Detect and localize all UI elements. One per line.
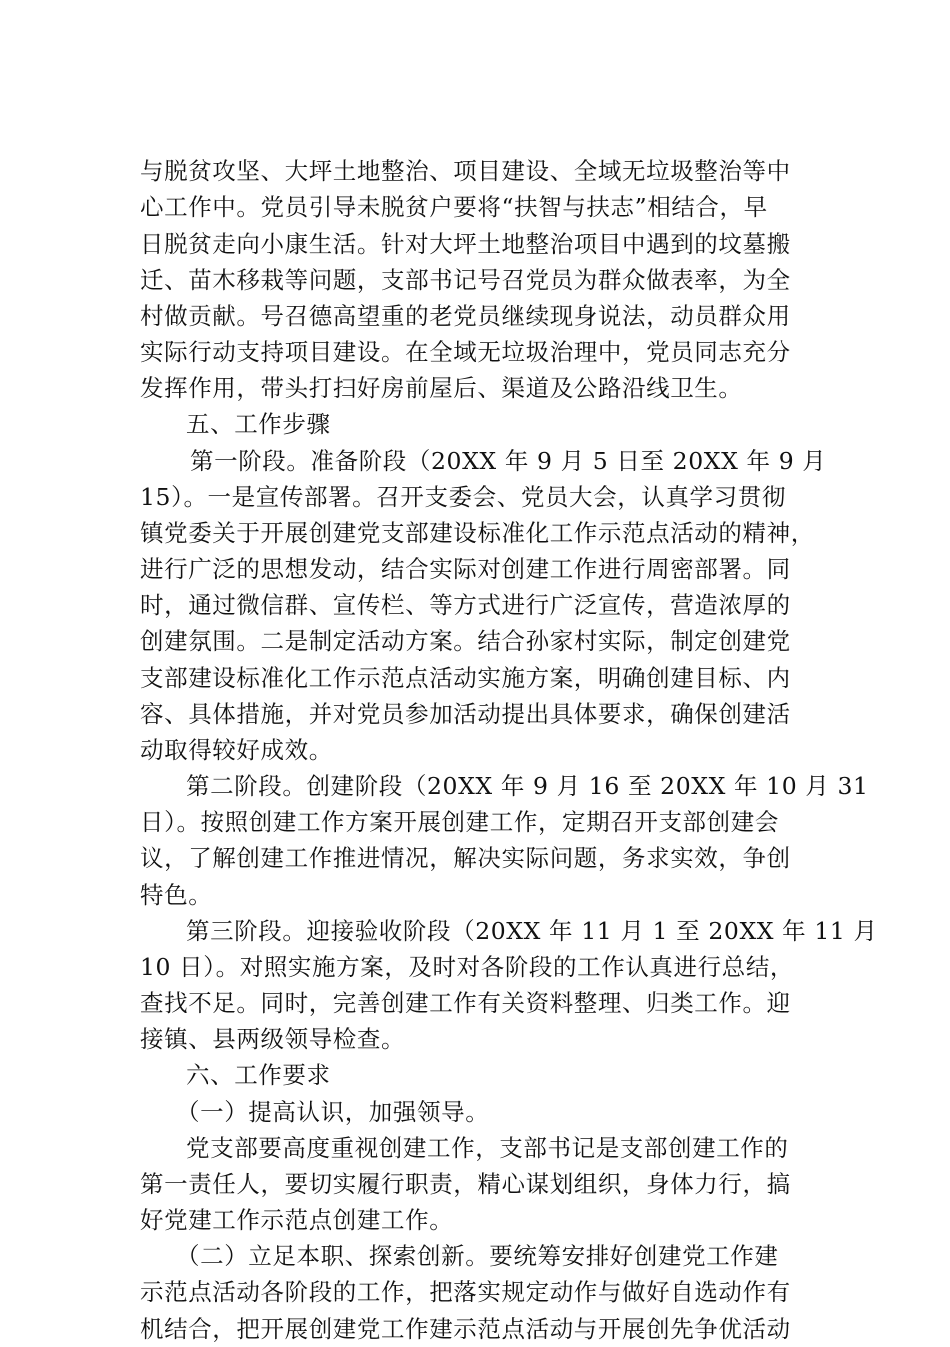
text-line: 接镇、县两级领导检查。 xyxy=(140,1025,406,1053)
text-line: 镇党委关于开展创建党支部建设标准化工作示范点活动的精神， xyxy=(140,519,815,547)
text-line: 10 日）。对照实施方案，及时对各阶段的工作认真进行总结， xyxy=(140,953,795,981)
text-line: 容、具体措施，并对党员参加活动提出具体要求，确保创建活 xyxy=(140,700,791,728)
section-heading: 五、工作步骤 xyxy=(186,410,331,438)
text-line: 发挥作用，带头打扫好房前屋后、渠道及公路沿线卫生。 xyxy=(140,374,743,402)
text-line: 与脱贫攻坚、大坪土地整治、项目建设、全域无垃圾整治等中 xyxy=(140,157,791,185)
text-line: 第二阶段。创建阶段（20XX 年 9 月 16 至 20XX 年 10 月 31 xyxy=(186,772,869,800)
section-heading: 六、工作要求 xyxy=(186,1061,331,1089)
text-line: 支部建设标准化工作示范点活动实施方案，明确创建目标、内 xyxy=(140,664,791,692)
text-line: 迁、苗木移栽等问题，支部书记号召党员为群众做表率，为全 xyxy=(140,266,791,294)
text-line: 日）。按照创建工作方案开展创建工作，定期召开支部创建会 xyxy=(140,808,779,836)
text-line: 特色。 xyxy=(140,881,213,909)
text-line: 查找不足。同时，完善创建工作有关资料整理、归类工作。迎 xyxy=(140,989,791,1017)
text-line: （二）立足本职、探索创新。要统筹安排好创建党工作建 xyxy=(176,1242,779,1270)
text-line: 创建氛围。二是制定活动方案。结合孙家村实际，制定创建党 xyxy=(140,627,791,655)
text-line: 党支部要高度重视创建工作，支部书记是支部创建工作的 xyxy=(186,1134,789,1162)
text-line: 机结合，把开展创建党工作建示范点活动与开展创先争优活动 xyxy=(140,1315,791,1343)
text-line: 第一责任人，要切实履行职责，精心谋划组织，身体力行，搞 xyxy=(140,1170,791,1198)
subsection-heading: （一）提高认识，加强领导。 xyxy=(176,1098,490,1126)
text-line: 第三阶段。迎接验收阶段（20XX 年 11 月 1 至 20XX 年 11 月 xyxy=(186,917,878,945)
text-line: 进行广泛的思想发动，结合实际对创建工作进行周密部署。同 xyxy=(140,555,791,583)
text-line: 日脱贫走向小康生活。针对大坪土地整治项目中遇到的坟墓搬 xyxy=(140,230,791,258)
text-line: 实际行动支持项目建设。在全域无垃圾治理中，党员同志充分 xyxy=(140,338,791,366)
text-line: 好党建工作示范点创建工作。 xyxy=(140,1206,454,1234)
text-line: 时，通过微信群、宣传栏、等方式进行广泛宣传，营造浓厚的 xyxy=(140,591,791,619)
text-line: 动取得较好成效。 xyxy=(140,736,333,764)
text-line: 示范点活动各阶段的工作，把落实规定动作与做好自选动作有 xyxy=(140,1278,791,1306)
text-line: 议，了解创建工作推进情况，解决实际问题，务求实效，争创 xyxy=(140,844,791,872)
text-line: 15）。一是宣传部署。召开支委会、党员大会，认真学习贯彻 xyxy=(140,483,786,511)
text-line: 第一阶段。准备阶段（20XX 年 9 月 5 日至 20XX 年 9 月 xyxy=(190,447,827,475)
text-line: 心工作中。党员引导未脱贫户要将“扶智与扶志”相结合，早 xyxy=(140,193,768,221)
text-line: 村做贡献。号召德高望重的老党员继续现身说法，动员群众用 xyxy=(140,302,791,330)
